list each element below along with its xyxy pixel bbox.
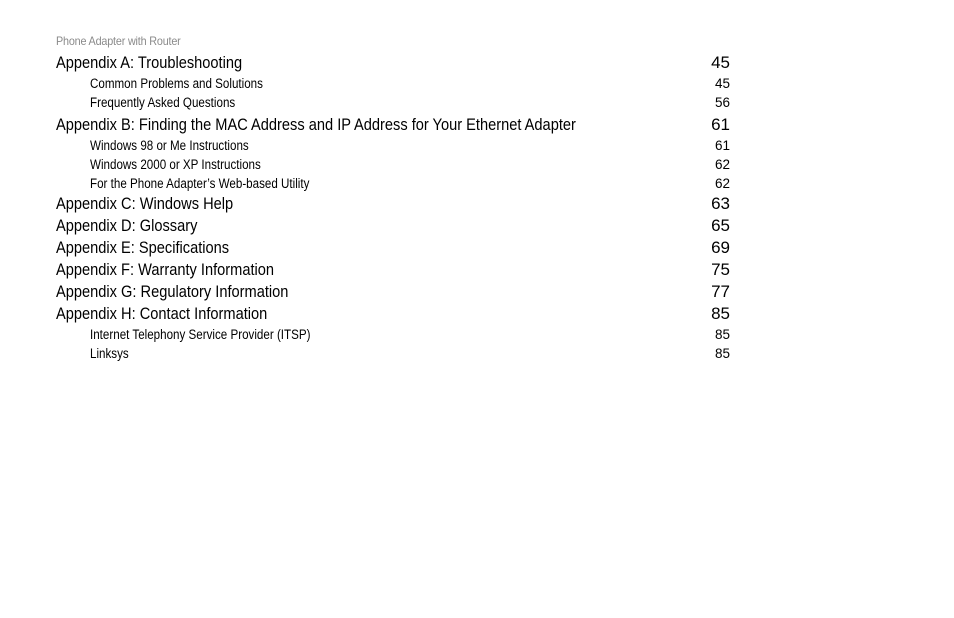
toc-entry-appendix-c[interactable] <box>56 193 730 215</box>
toc-subentry-linksys[interactable] <box>56 344 730 363</box>
toc-entry-title: Internet Telephony Service Provider (ITSP) <box>90 327 311 342</box>
toc-subentry-web-utility[interactable] <box>56 174 730 193</box>
toc-entry-appendix-g[interactable] <box>56 281 730 303</box>
toc-entry-title: For the Phone Adapter’s Web-based Utility <box>90 176 310 191</box>
toc-entry-appendix-b[interactable] <box>56 112 730 136</box>
toc-entry-page: 45 <box>711 53 730 72</box>
toc-subentry-windows-2000-xp[interactable] <box>56 155 730 174</box>
toc-entry-page: 69 <box>711 238 730 257</box>
toc-entry-page: 63 <box>711 194 730 213</box>
toc-entry-title: Appendix G: Regulatory Information <box>56 282 289 301</box>
toc-entry-page: 77 <box>711 282 730 301</box>
toc-subentry-common-problems[interactable] <box>56 74 730 93</box>
toc-entry-appendix-h[interactable] <box>56 303 730 325</box>
toc-entry-page: 85 <box>714 346 730 361</box>
toc-entry-title: Windows 98 or Me Instructions <box>90 138 249 153</box>
toc-entry-page: 61 <box>711 115 730 134</box>
toc-entry-appendix-a[interactable] <box>56 52 730 74</box>
toc-entry-title: Appendix C: Windows Help <box>56 194 234 213</box>
toc-entry-appendix-e[interactable] <box>56 237 730 259</box>
toc-entry-title: Appendix F: Warranty Information <box>56 260 275 279</box>
toc-entry-page: 61 <box>714 138 730 153</box>
toc-subentry-windows-98-me[interactable] <box>56 136 730 155</box>
toc-entry-page: 56 <box>714 95 730 110</box>
toc-entry-page: 62 <box>714 176 730 191</box>
toc-entry-page: 65 <box>711 216 730 235</box>
toc-entry-title: Appendix A: Troubleshooting <box>56 53 243 72</box>
toc-entry-title: Linksys <box>90 346 129 361</box>
toc-entry-title: Common Problems and Solutions <box>90 76 263 91</box>
table-of-contents <box>56 52 730 363</box>
toc-entry-title: Windows 2000 or XP Instructions <box>90 157 261 172</box>
toc-entry-page: 85 <box>714 327 730 342</box>
toc-subentry-faq[interactable] <box>56 93 730 112</box>
toc-entry-page: 45 <box>714 76 730 91</box>
toc-entry-appendix-d[interactable] <box>56 215 730 237</box>
toc-entry-page: 75 <box>711 260 730 279</box>
toc-entry-title: Frequently Asked Questions <box>90 95 236 110</box>
toc-subentry-itsp[interactable] <box>56 325 730 344</box>
toc-entry-appendix-f[interactable] <box>56 259 730 281</box>
running-header: Phone Adapter with Router <box>56 34 181 48</box>
toc-entry-title: Appendix D: Glossary <box>56 216 198 235</box>
toc-entry-page: 62 <box>714 157 730 172</box>
toc-entry-page: 85 <box>711 304 730 323</box>
toc-entry-title: Appendix E: Specifications <box>56 238 230 257</box>
toc-entry-title: Appendix H: Contact Information <box>56 304 268 323</box>
toc-entry-title: Appendix B: Finding the MAC Address and IP Address for Your Ethernet Adapter <box>56 115 576 134</box>
